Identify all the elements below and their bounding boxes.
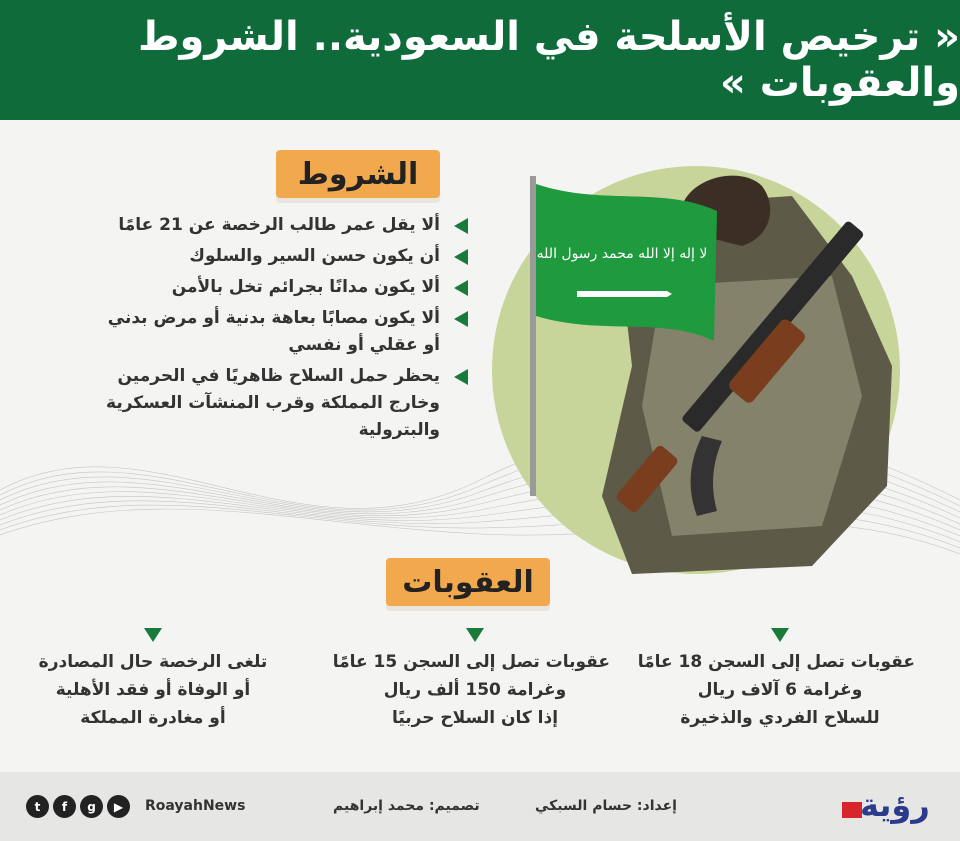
penalty-line: للسلاح الفردي والذخيرة — [680, 708, 880, 728]
saudi-flag-icon — [536, 184, 717, 341]
condition-text: أن يكون حسن السير والسلوك — [189, 246, 440, 266]
flag-shahada: لا إله إلا الله محمد رسول الله — [536, 246, 708, 262]
condition-text-cont: أو عقلي أو نفسي — [288, 335, 440, 355]
penalty-line: تلغى الرخصة حال المصادرة — [38, 652, 268, 672]
triangle-bullet-icon — [454, 249, 468, 265]
twitter-icon[interactable]: t — [26, 795, 49, 818]
prepared-by: إعداد: حسام السبكي — [535, 798, 677, 814]
penalty-line: أو الوفاة أو فقد الأهلية — [55, 680, 251, 700]
condition-text: ألا يكون مدانًا بجرائم تخل بالأمن — [171, 277, 440, 297]
condition-item — [28, 243, 468, 270]
down-triangle-icon — [771, 628, 789, 642]
conditions-label: الشروط — [276, 150, 440, 198]
down-triangle-icon — [144, 628, 162, 642]
penalties-label: العقوبات — [386, 558, 550, 606]
condition-text: ألا يقل عمر طالب الرخصة عن 21 عامًا — [118, 215, 440, 235]
triangle-bullet-icon — [454, 311, 468, 327]
penalty-line: عقوبات تصل إلى السجن 18 عامًا — [637, 652, 915, 672]
condition-item — [28, 305, 468, 359]
condition-text-cont: وخارج المملكة وقرب المنشآت العسكرية والبترولية — [106, 393, 440, 440]
condition-text: يحظر حمل السلاح ظاهريًا في الحرمين — [117, 366, 440, 386]
penalty-item — [637, 628, 915, 732]
penalty-item — [332, 628, 610, 732]
facebook-icon[interactable]: f — [53, 795, 76, 818]
penalty-line: وغرامة 150 ألف ريال — [383, 680, 567, 700]
header-bar — [0, 0, 960, 120]
youtube-icon[interactable]: ▶ — [107, 795, 130, 818]
logo-text: رؤية — [860, 786, 930, 824]
condition-text: ألا يكون مصابًا بعاهة بدنية أو مرض بدني — [107, 308, 440, 328]
penalty-line: إذا كان السلاح حربيًا — [391, 708, 559, 728]
condition-item — [28, 212, 468, 239]
roayah-logo[interactable] — [842, 786, 934, 830]
triangle-bullet-icon — [454, 369, 468, 385]
penalty-line: عقوبات تصل إلى السجن 15 عامًا — [332, 652, 610, 672]
page-title: « ترخيص الأسلحة في السعودية.. الشروط والعقوبات » — [137, 14, 960, 106]
triangle-bullet-icon — [454, 280, 468, 296]
designed-by: تصميم: محمد إبراهيم — [333, 798, 480, 814]
condition-item — [28, 363, 468, 444]
social-handle[interactable]: RoayahNews — [145, 798, 246, 814]
down-triangle-icon — [466, 628, 484, 642]
flag-pole — [530, 176, 536, 496]
logo-red-mark — [842, 802, 862, 818]
googleplus-icon[interactable]: g — [80, 795, 103, 818]
soldier-flag-illustration — [492, 166, 900, 574]
penalty-line: وغرامة 6 آلاف ريال — [697, 680, 863, 700]
condition-item — [28, 274, 468, 301]
footer-bar — [0, 772, 960, 841]
penalty-line: أو مغادرة المملكة — [80, 708, 226, 728]
triangle-bullet-icon — [454, 218, 468, 234]
conditions-list — [28, 212, 468, 448]
penalty-item — [18, 628, 288, 732]
social-icons — [26, 795, 130, 818]
